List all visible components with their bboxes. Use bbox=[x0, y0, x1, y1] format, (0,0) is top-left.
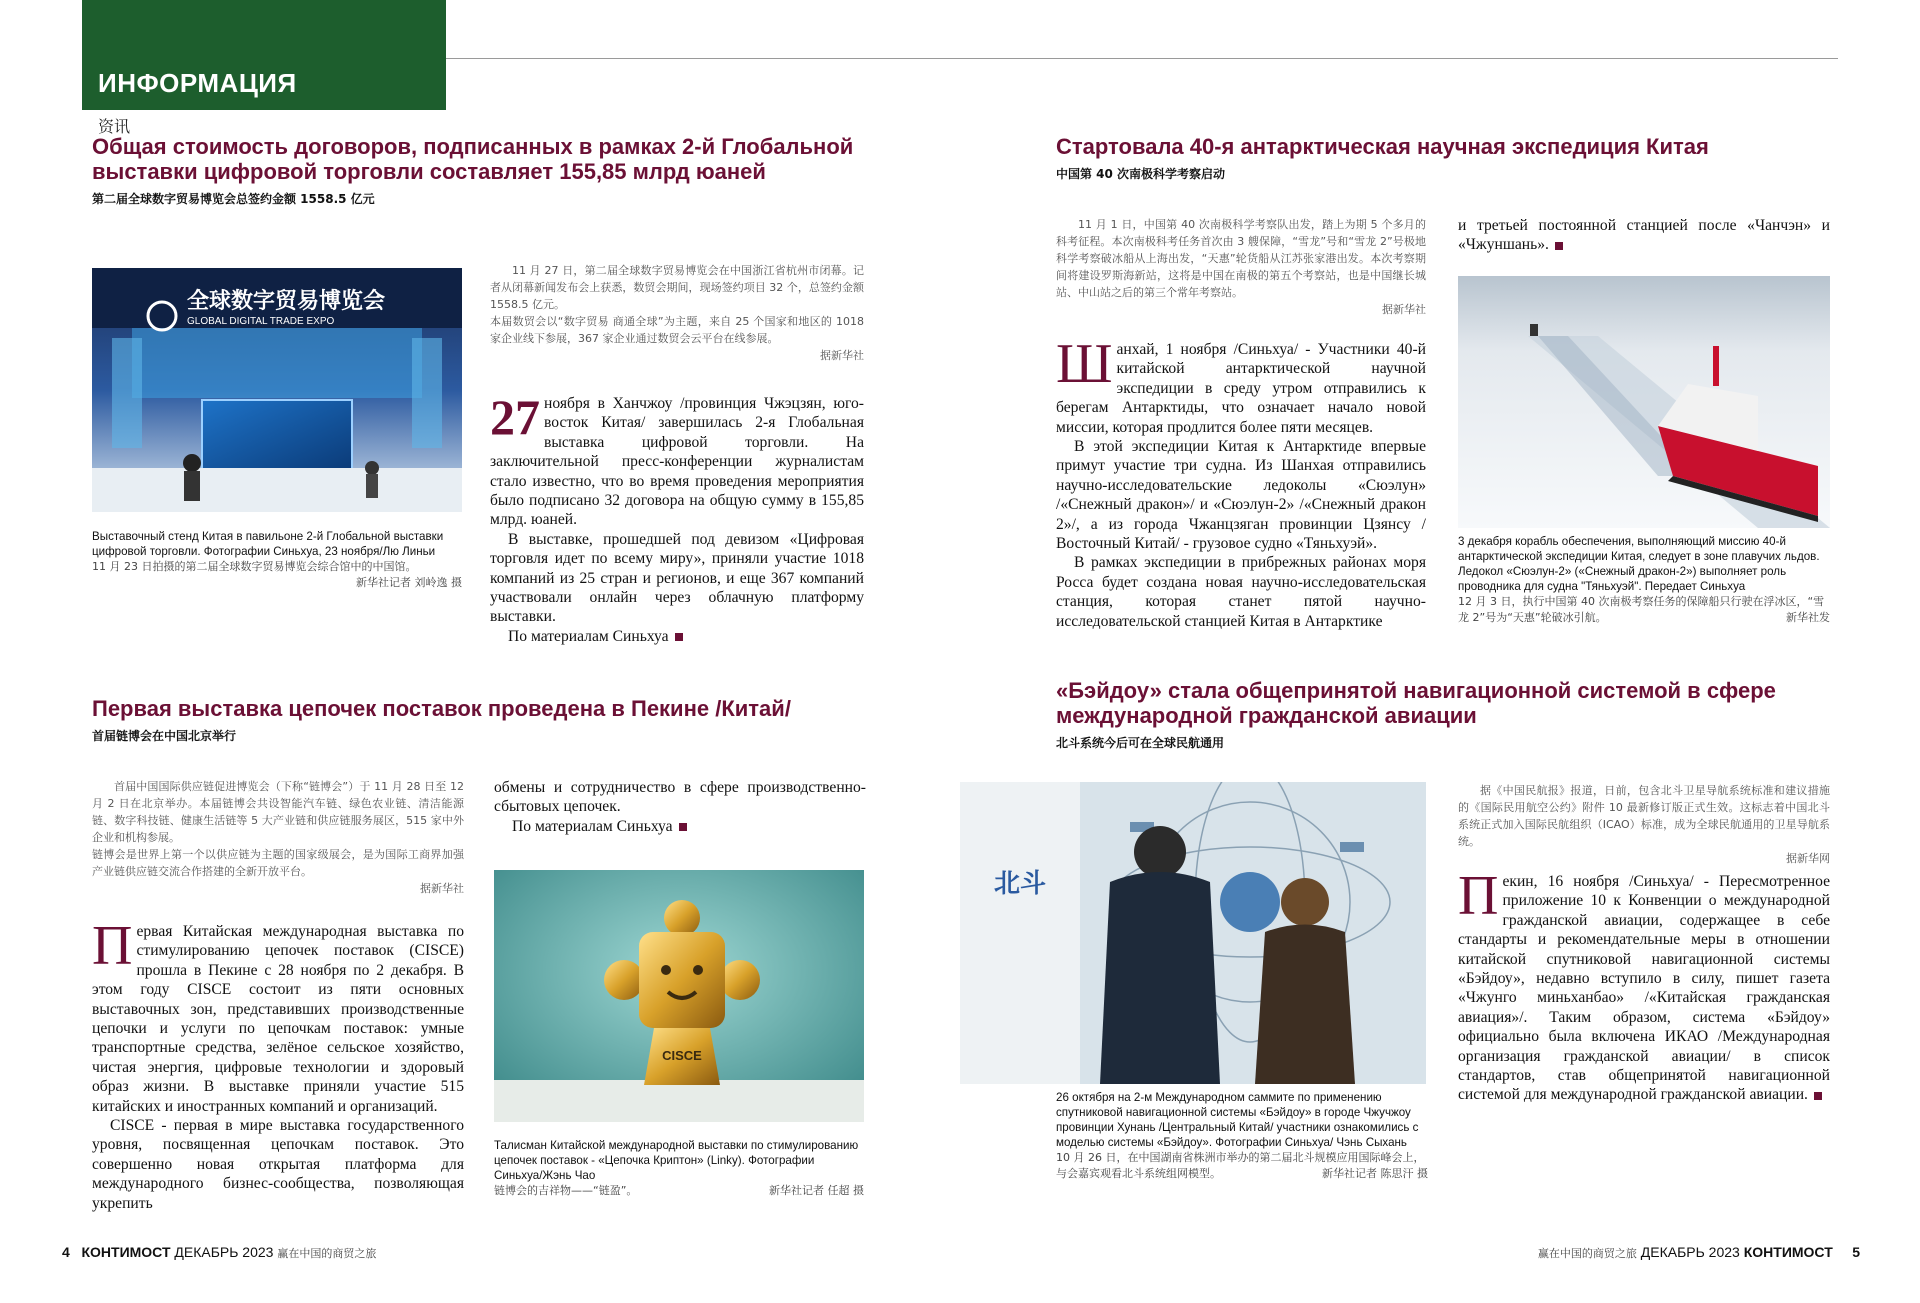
expo-hall-image bbox=[92, 268, 462, 512]
article4-caption-block bbox=[1056, 1090, 1428, 1182]
article1-header bbox=[92, 134, 872, 207]
article2-caption-credit: 新华社记者 任超 摄 bbox=[769, 1184, 864, 1197]
article3-cn-text: 11 月 1 日，中国第 40 次南极科学考察队出发，踏上为期 5 个多月的科考征程。本次南极科考任务首次由 3 艘保障，“雪龙”号和“雪龙 2”号极地科学考察破冰船从上海出发，“天惠”轮货船从江苏张家港出发。本次考察期间将建设罗斯海新站，这将是中国在南极的第五个考察站，也是中国继长城站、中山站之后的第三个常年考察站。 bbox=[1056, 218, 1426, 299]
article3-caption-block bbox=[1458, 534, 1830, 626]
article4-cn-source: 据新华网 bbox=[1786, 852, 1830, 865]
footer-left-tagline: 赢在中国的商贸之旅 bbox=[277, 1247, 377, 1260]
article3-caption: 3 декабря корабль обеспечения, выполняющий миссию 40-й антарктической экспедиции Китая, следует в зоне плавучих льдов. Ледокол «Сюэлун-2» («Снежный дракон-2») выполняет роль проводника для судна "Тяньхуэй". Передает Синьхуа bbox=[1458, 535, 1820, 593]
footer-left-issue: ДЕКАБРЬ 2023 bbox=[174, 1244, 274, 1260]
section-label-cn: 资讯 bbox=[98, 117, 131, 136]
photo-sign-en: GLOBAL DIGITAL TRADE EXPO bbox=[187, 316, 335, 327]
footer-right-issue: ДЕКАБРЬ 2023 bbox=[1640, 1244, 1740, 1260]
article1-cn-block bbox=[490, 262, 864, 363]
photo-sign-cn: 全球数字贸易博览会 bbox=[187, 289, 386, 314]
footer-right-page-number: 5 bbox=[1852, 1244, 1860, 1260]
article2-cn-source: 据新华社 bbox=[420, 882, 464, 895]
beidou-model-image bbox=[960, 782, 1426, 1084]
article1-caption-credit: 新华社记者 刘岭逸 摄 bbox=[356, 576, 462, 589]
article4-drop-cap: П bbox=[1458, 865, 1499, 927]
article3-body-cont bbox=[1458, 216, 1830, 255]
article3-paragraph-1: анхай, 1 ноября /Синьхуа/ - Участники 40-й китайской антарктической научной экспедиции в среду утром отправились к берегам Антарктиды, что означает начало новой миссии, которая продлится более пяти месяцев. bbox=[1056, 341, 1426, 436]
article4-photo bbox=[960, 782, 1426, 1084]
end-mark bbox=[679, 823, 687, 831]
mascot-label: CISCE bbox=[662, 1048, 702, 1063]
end-mark bbox=[675, 633, 683, 641]
article3-paragraph-3: В рамках экспедиции в прибрежных районах моря Росса будет создана новая научно-исследовательская станция, которая станет пятой научно-исследовательской станцией Китая в Антарктике bbox=[1056, 554, 1426, 630]
article1-caption-block bbox=[92, 529, 462, 591]
article2-paragraph-2: CISCE - первая в мире выставка государственного уровня, посвященная цепочкам поставок. Это совершенно новая открытая платформа для международного бизнес-сообщества, позволяющая укрепить bbox=[92, 1117, 464, 1212]
article3-photo bbox=[1458, 276, 1830, 528]
article4-subtitle: 北斗系统今后可在全球民航通用 bbox=[1056, 736, 1225, 750]
beidou-logo-text: 北斗 bbox=[993, 869, 1047, 899]
article3-subtitle: 中国第 40 次南极科学考察启动 bbox=[1056, 167, 1226, 181]
article2-header bbox=[92, 696, 872, 744]
article4-header bbox=[1056, 678, 1836, 751]
footer-right-tagline: 赢在中国的商贸之旅 bbox=[1537, 1247, 1637, 1260]
article1-title: Общая стоимость договоров, подписанных в рамках 2-й Глобальной выставки цифровой торговли составляет 155,85 млрд юаней bbox=[92, 134, 854, 184]
top-rule bbox=[446, 58, 1838, 59]
article2-title: Первая выставка цепочек поставок проведена в Пекине /Китай/ bbox=[92, 696, 791, 721]
article3-cn-source: 据新华社 bbox=[1382, 303, 1426, 316]
article2-subtitle: 首届链博会在中国北京举行 bbox=[92, 729, 237, 743]
article3-cn-block bbox=[1056, 216, 1426, 317]
article2-caption-block bbox=[494, 1138, 864, 1199]
article3-drop-cap: Ш bbox=[1056, 333, 1113, 395]
article2-cn-text: 首届中国国际供应链促进博览会（下称“链博会”）于 11 月 28 日至 12 月 2 日在北京举办。本届链博会共设智能汽车链、绿色农业链、清洁能源链、数字科技链、健康生活链等 5 大产业链和供应链服务展区，515 家中外企业和机构参展。 链博会是世界上第一个以供应链为主题的国家级展会，是为国际工商界加强产业链供应链交流合作搭建的全新开放平台。 bbox=[92, 780, 464, 878]
article4-title: «Бэйдоу» стала общепринятой навигационной системой в сфере международной гражданской авиации bbox=[1056, 678, 1776, 728]
section-label: ИНФОРМАЦИЯ bbox=[98, 68, 297, 98]
article2-body-cont bbox=[494, 778, 866, 836]
article4-paragraph-1: екин, 16 ноября /Синьхуа/ - Пересмотренное приложение 10 к Конвенции о международной гражданской авиации, содержащее в себе стандарты и рекомендательные меры в отношении китайской спутниковой навигационной системы «Бэйдоу», недавно вступило в силу, пишет газета «Чжунго миньханбао» /«Китайская гражданская авиация»/. Таким образом, система «Бэйдоу» официально была включена ИКАО /Международная организация гражданской авиации/ в список стандартов, став общепринятой навигационной системой для международной гражданской авиации. bbox=[1458, 873, 1830, 1104]
article2-cn-block bbox=[92, 778, 464, 896]
footer-left-page-number: 4 bbox=[62, 1244, 70, 1260]
article3-paragraph-4: и третьей постоянной станцией после «Чанчэн» и «Чжуншань». bbox=[1458, 217, 1830, 254]
article2-paragraph-3: обмены и сотрудничество в сфере производственно-сбытовых цепочек. bbox=[494, 779, 866, 816]
article2-photo bbox=[494, 870, 864, 1122]
article4-caption-credit: 新华社记者 陈思汗 摄 bbox=[1322, 1167, 1428, 1180]
article4-cn-block bbox=[1458, 782, 1830, 866]
article3-body bbox=[1056, 333, 1426, 631]
article1-subtitle: 第二届全球数字贸易博览会总签约金额 1558.5 亿元 bbox=[92, 192, 375, 206]
end-mark bbox=[1555, 242, 1563, 250]
article2-body bbox=[92, 915, 464, 1213]
footer-right bbox=[1538, 1244, 1860, 1261]
article3-title: Стартовала 40-я антарктическая научная экспедиция Китая bbox=[1056, 134, 1709, 159]
article3-paragraph-2: В этой экспедиции Китая к Антарктиде впервые примут участие три судна. Из Шанхая отправились научно-исследовательские ледоколы «Сюэлун» /«Снежный дракон»/ и «Сюэлун-2» /«Снежный дракон 2»/, а из города Чжанцзяган провинции Цзянсу / Восточный Китай/ - грузовое судно «Тяньхуэй». bbox=[1056, 438, 1426, 553]
article2-caption-cn: 链博会的吉祥物——“链盈”。 bbox=[494, 1184, 638, 1197]
article1-paragraph-1: ноября в Ханчжоу /провинция Чжэцзян, юго-восток Китая/ завершилась 2-я Глобальная выставка цифровой торговли. На заключительной пресс-конференции журналистам стало известно, что во время проведения мероприятия было подписано 32 договора на общую сумму в 155,85 млрд. юаней. bbox=[490, 395, 864, 529]
article1-caption: Выставочный стенд Китая в павильоне 2-й Глобальной выставки цифровой торговли. Фотографии Синьхуа, 23 ноября/Лю Линьи bbox=[92, 530, 444, 558]
article1-caption-cn: 11 月 23 日拍摄的第二届全球数字贸易博览会综合馆中的中国馆。 bbox=[92, 560, 417, 573]
article4-caption-cn: 10 月 26 日，在中国湖南省株洲市举办的第二届北斗规模应用国际峰会上，与会嘉宾观看北斗系统组网模型。 bbox=[1056, 1151, 1425, 1180]
article4-cn-text: 据《中国民航报》报道，日前，包含北斗卫星导航系统标准和建议措施的《国际民用航空公约》附件 10 最新修订版正式生效。这标志着中国北斗系统正式加入国际民航组织（ICAO）标准，成为全球民航通用的卫星导航系统。 bbox=[1458, 784, 1830, 848]
article3-header bbox=[1056, 134, 1836, 182]
article3-caption-cn: 12 月 3 日，执行中国第 40 次南极考察任务的保障船只行驶在浮冰区，“雪龙 2”号为“天惠”轮破冰引航。 bbox=[1458, 595, 1825, 624]
article2-drop-cap: П bbox=[92, 915, 133, 977]
icebreaker-image bbox=[1458, 276, 1830, 528]
article1-source: По материалам Синьхуа bbox=[508, 627, 669, 645]
article2-source: По материалам Синьхуа bbox=[512, 817, 673, 835]
footer-left-brand: КОНТИМОСТ bbox=[81, 1244, 171, 1260]
article1-photo bbox=[92, 268, 462, 512]
footer-right-brand: КОНТИМОСТ bbox=[1743, 1244, 1833, 1260]
mascot-image bbox=[494, 870, 864, 1122]
article2-paragraph-1: ервая Китайская международная выставка по стимулированию цепочек поставок (CISCE) прошла в Пекине с 28 ноября по 2 декабря. В этом году CISCE состоит из пяти основных выставочных зон, представивших производственные цепочки и услуги по цепочкам поставок: умные транспортные средства, зелёное сельское хозяйство, чистая энергия, цифровые технологии и здоровый образ жизни. В выставке приняли участие 515 китайских и иностранных компаний и организаций. bbox=[92, 923, 464, 1115]
article2-caption: Талисман Китайской международной выставки по стимулированию цепочек поставок - «Цепочка Криптон» (Linky). Фотографии Синьхуа/Жэнь Чао bbox=[494, 1139, 859, 1182]
article1-cn-source: 据新华社 bbox=[820, 349, 864, 362]
article1-cn-text: 11 月 27 日，第二届全球数字贸易博览会在中国浙江省杭州市闭幕。记者从闭幕新闻发布会上获悉，数贸会期间，现场签约项目 32 个，总签约金额 1558.5 亿元。 本届数贸会以“数字贸易 商通全球”为主题，来自 25 个国家和地区的 1018 家企业线下参展，367 家企业通过数贸会云平台在线参展。 bbox=[490, 264, 864, 345]
article4-body bbox=[1458, 865, 1830, 1105]
article4-caption: 26 октября на 2-м Международном саммите по применению спутниковой навигационной системы «Бэйдоу» в городе Чжучжоу провинции Хунань /Центральный Китай/ участники ознакомились с моделью системы «Бэйдоу». Фотографии Синьхуа/ Чэнь Сыхань bbox=[1056, 1091, 1419, 1149]
footer-left bbox=[62, 1244, 376, 1261]
article3-caption-credit: 新华社发 bbox=[1786, 611, 1830, 624]
article1-paragraph-2: В выставке, прошедшей под девизом «Цифровая торговля идет по всему миру», приняли участие 1018 компаний из 25 стран и регионов, и еще 367 компаний участвовали онлайн через облачную платформу выставки. bbox=[490, 530, 864, 626]
end-mark bbox=[1814, 1092, 1822, 1100]
article1-drop-number: 27 bbox=[490, 389, 540, 445]
article1-body bbox=[490, 389, 864, 646]
